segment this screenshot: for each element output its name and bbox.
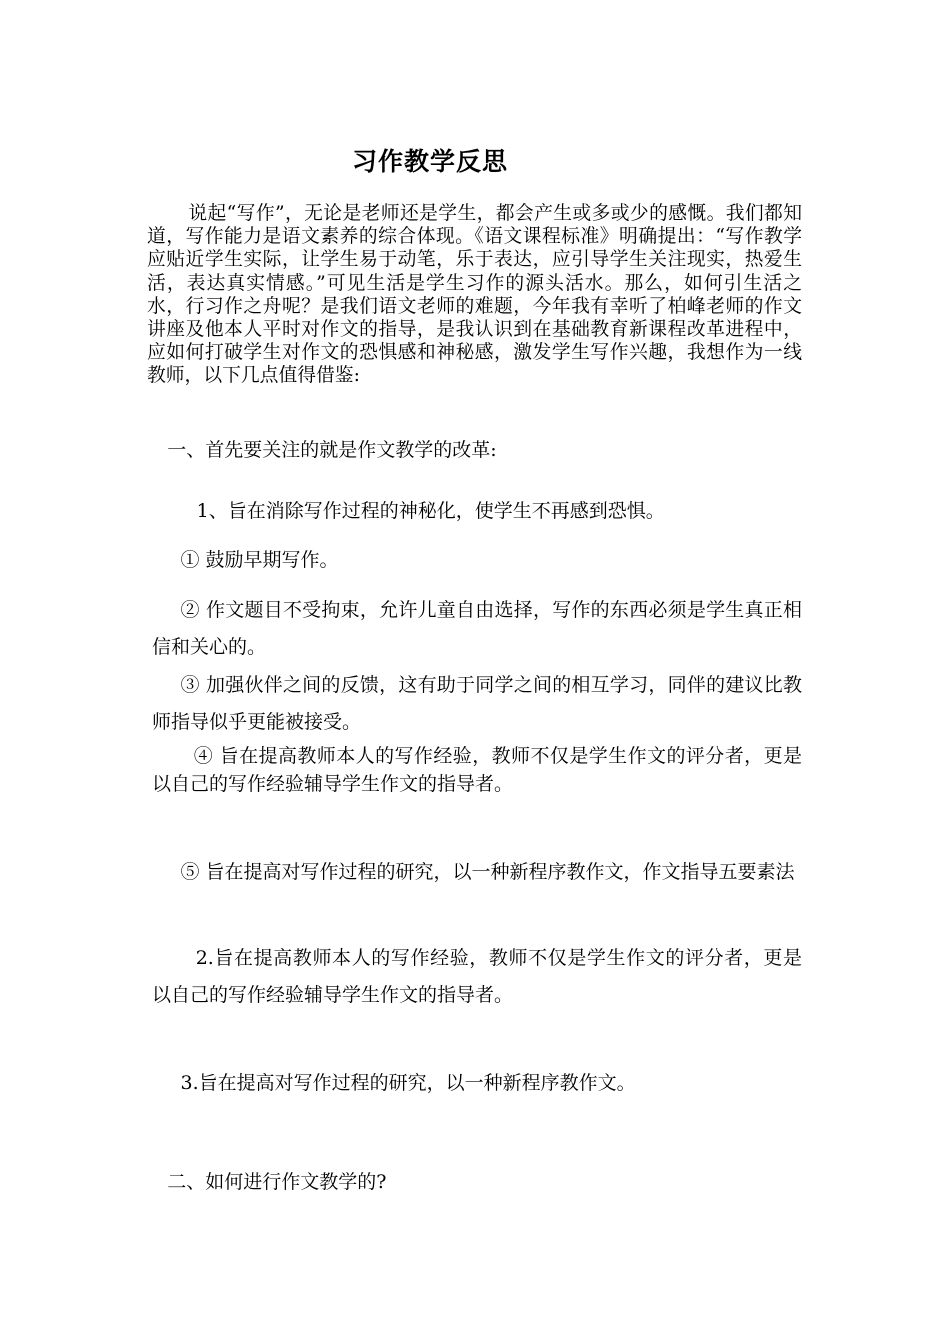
sub-point-5: ⑤ 旨在提高对写作过程的研究，以一种新程序教作文，作文指导五要素法 xyxy=(180,861,795,883)
point-2: 2.旨在提高教师本人的写作经验，教师不仅是学生作文的评分者，更是以自己的写作经验辅导学生作文的指导者。 xyxy=(152,947,802,1006)
sub-point-4: ④ 旨在提高教师本人的写作经验，教师不仅是学生作文的评分者，更是以自己的写作经验辅导学生作文的指导者。 xyxy=(152,745,802,795)
point-1: 1、旨在消除写作过程的神秘化，使学生不再感到恐惧。 xyxy=(196,500,665,522)
sub-point-3: ③ 加强伙伴之间的反馈，这有助于同学之间的相互学习，同伴的建议比教师指导似乎更能被接受。 xyxy=(152,674,802,733)
section-heading-2: 二、如何进行作文教学的? xyxy=(167,1171,387,1193)
section-heading-1: 一、首先要关注的就是作文教学的改革: xyxy=(167,439,497,461)
sub-point-1: ① 鼓励早期写作。 xyxy=(180,549,339,571)
sub-point-2: ② 作文题目不受拘束，允许儿童自由选择，写作的东西必须是学生真正相信和关心的。 xyxy=(152,599,802,658)
document-title: 习作教学反思 xyxy=(351,147,508,176)
intro-paragraph: 说起“写作”，无论是老师还是学生，都会产生或多或少的感慨。我们都知道，写作能力是语文素养的综合体现。《语文课程标准》明确提出：“写作教学应贴近学生实际，让学生易于动笔，乐于表达，应引导学生关注现实，热爱生活，表达真实情感。”可见生活是学生习作的源头活水。那么，如何引生活之水，行习作之舟呢？是我们语文老师的难题，今年我有幸听了柏峰老师的作文讲座及他本人平时对作文的指导，是我认识到在基础教育新课程改革进程中，应如何打破学生对作文的恐惧感和神秘感，激发学生写作兴趣，我想作为一线教师，以下几点值得借鉴: xyxy=(147,203,802,387)
point-3: 3.旨在提高对写作过程的研究，以一种新程序教作文。 xyxy=(180,1072,636,1094)
